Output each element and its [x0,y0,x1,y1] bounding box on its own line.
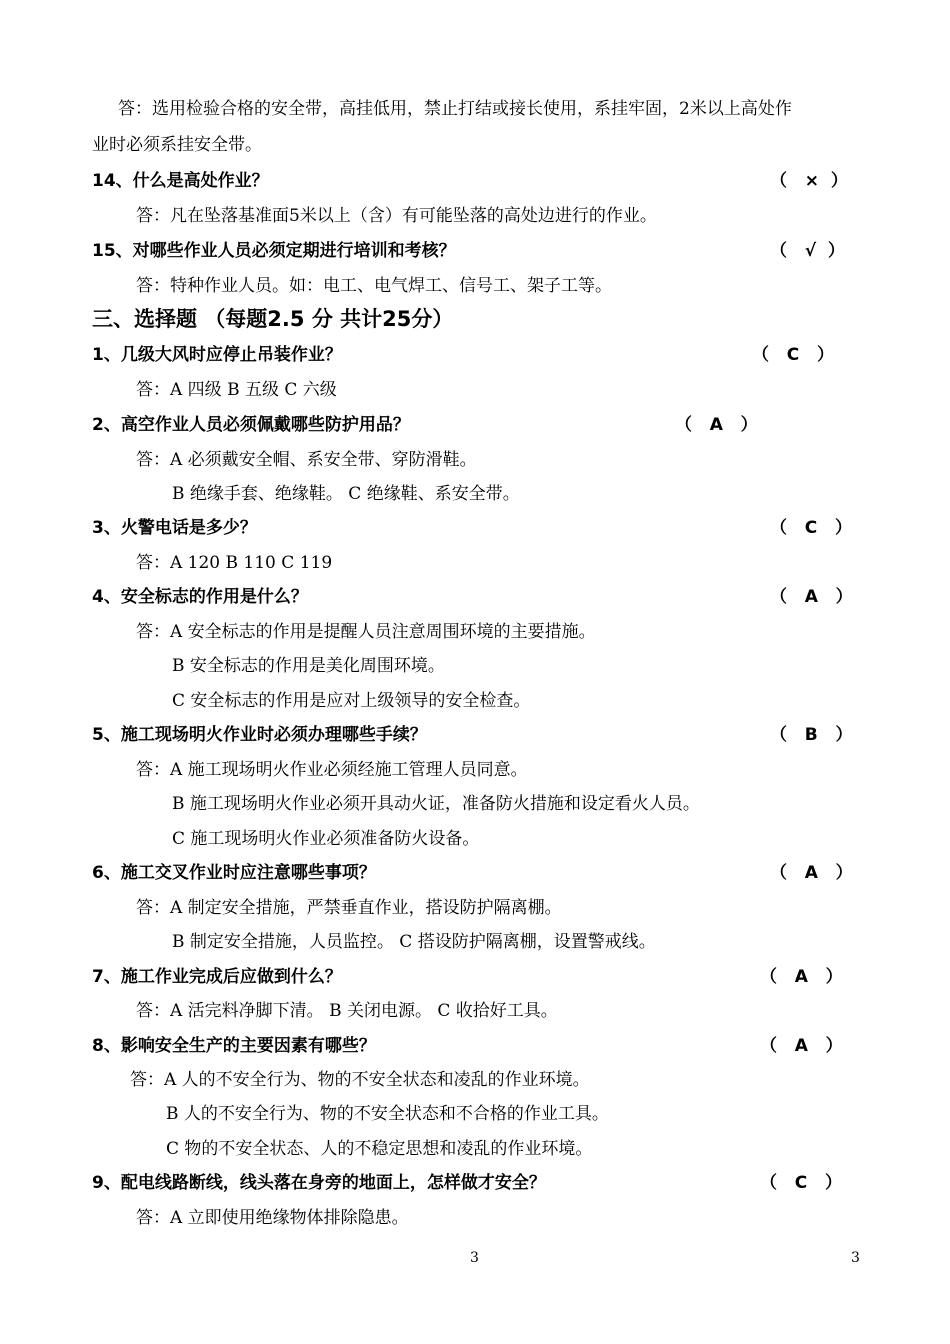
answer-mark-15: （ √ ） [770,241,845,261]
question-2: 2、高空作业人员必须佩戴哪些防护用品？ [92,415,410,435]
answer-line: 答：A 必须戴安全帽、系安全带、穿防滑鞋。 [136,450,477,470]
answer-mark-6: （ A ） [770,863,853,883]
section-heading: 三、选择题 （每题2.5 分 共计25分） [92,307,454,331]
answer-line: C 物的不安全状态、人的不稳定思想和凌乱的作业环境。 [166,1139,593,1159]
answer-line: B 绝缘手套、绝缘鞋。 C 绝缘鞋、系安全带。 [172,484,520,504]
answer-line: 答：A 人的不安全行为、物的不安全状态和凌乱的作业环境。 [130,1070,590,1090]
answer-mark-4: （ A ） [770,587,853,607]
answer-mark-5: （ B ） [770,725,853,745]
answer-mark-1: （ C ） [752,345,834,365]
answer-line: 答：A 活完料净脚下清。 B 关闭电源。 C 收拾好工具。 [136,1001,558,1021]
question-14: 14、什么是高处作业？ [92,171,269,191]
answer-line: 答：选用检验合格的安全带，高挂低用，禁止打结或接长使用，系挂牢固，2米以上高处作 [118,99,792,119]
question-3: 3、火警电话是多少？ [92,518,257,538]
question-4: 4、安全标志的作用是什么？ [92,587,308,607]
answer-line: C 施工现场明火作业必须准备防火设备。 [172,829,480,849]
answer-mark-3: （ C ） [770,518,852,538]
question-5: 5、施工现场明火作业时必须办理哪些手续？ [92,725,427,745]
answer-line: 答：A 施工现场明火作业必须经施工管理人员同意。 [136,760,528,780]
page-number-right: 3 [851,1250,860,1266]
answer-line: B 安全标志的作用是美化周围环境。 [172,656,445,676]
answer-line: C 安全标志的作用是应对上级领导的安全检查。 [172,691,531,711]
answer-line: B 施工现场明火作业必须开具动火证，准备防火措施和设定看火人员。 [172,794,700,814]
question-1: 1、几级大风时应停止吊装作业？ [92,345,342,365]
answer-line: 业时必须系挂安全带。 [92,135,262,155]
answer-line: 答：A 制定安全措施，严禁垂直作业，搭设防护隔离棚。 [136,898,562,918]
answer-line: B 人的不安全行为、物的不安全状态和不合格的作业工具。 [166,1104,609,1124]
answer-line: B 制定安全措施，人员监控。 C 搭设防护隔离棚，设置警戒线。 [172,932,656,952]
answer-line: 答：A 四级 B 五级 C 六级 [136,380,337,400]
page-number: 3 [470,1250,479,1266]
answer-line: 答：A 安全标志的作用是提醒人员注意周围环境的主要措施。 [136,622,596,642]
question-15: 15、对哪些作业人员必须定期进行培训和考核？ [92,241,456,261]
answer-mark-7: （ A ） [760,967,843,987]
answer-line: 答：A 立即使用绝缘物体排除隐患。 [136,1208,409,1228]
question-6: 6、施工交叉作业时应注意哪些事项？ [92,863,376,883]
answer-mark-14: （ × ） [770,171,848,191]
answer-line: 答：A 120 B 110 C 119 [136,553,333,573]
question-9: 9、配电线路断线，线头落在身旁的地面上，怎样做才安全？ [92,1173,546,1193]
answer-mark-8: （ A ） [760,1036,843,1056]
answer-mark-9: （ C ） [760,1173,842,1193]
answer-line: 答：特种作业人员。如：电工、电气焊工、信号工、架子工等。 [136,276,612,296]
answer-mark-2: （ A ） [675,415,758,435]
answer-line: 答：凡在坠落基准面5米以上（含）有可能坠落的高处边进行的作业。 [136,206,657,226]
question-7: 7、施工作业完成后应做到什么？ [92,967,342,987]
question-8: 8、影响安全生产的主要因素有哪些？ [92,1036,376,1056]
